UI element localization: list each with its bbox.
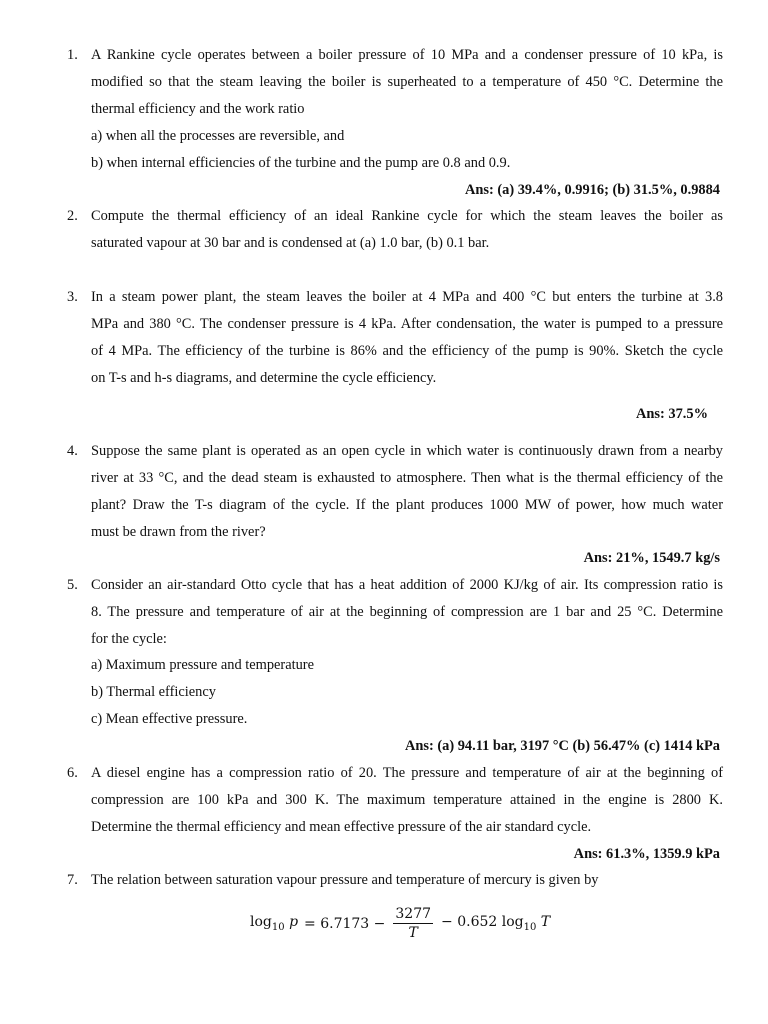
question-line: modified so that the steam leaving the boiler is superheated to a temperature of 450 °C. Determine the	[91, 74, 723, 90]
question-line: river at 33 °C, and the dead steam is exhausted to atmosphere. Then what is the thermal efficiency of the	[91, 470, 723, 486]
question-number: 6.	[67, 765, 78, 781]
answer-line: Ans: (a) 94.11 bar, 3197 °C (b) 56.47% (c) 1414 kPa	[404, 738, 720, 754]
fraction-numerator: 3277	[395, 906, 432, 922]
question-number: 1.	[67, 47, 78, 63]
question-line: c) Mean effective pressure.	[91, 711, 248, 727]
question-line: Determine the thermal efficiency and mean effective pressure of the air standard cycle.	[91, 819, 592, 835]
question-line: thermal efficiency and the work ratio	[91, 101, 305, 117]
question-number: 3.	[67, 289, 78, 305]
question-line: must be drawn from the river?	[91, 524, 266, 540]
question-line: compression are 100 kPa and 300 K. The maximum temperature attained in the engine is 2800 K.	[91, 792, 723, 808]
question-line: In a steam power plant, the steam leaves the boiler at 4 MPa and 400 °C but enters the turbine at 3.8	[91, 289, 723, 305]
question-number: 5.	[67, 577, 78, 593]
question-line: of 4 MPa. The efficiency of the turbine is 86% and the efficiency of the pump is 90%. Sketch the cycle	[91, 343, 723, 359]
equation-lhs: $\log_{10} p$	[250, 914, 299, 933]
question-line: a) Maximum pressure and temperature	[91, 657, 314, 673]
equation-fraction	[393, 906, 433, 941]
question-line: b) Thermal efficiency	[91, 684, 216, 700]
question-line: on T-s and h-s diagrams, and determine the cycle efficiency.	[91, 370, 437, 386]
equation	[250, 906, 550, 941]
question-line: b) when internal efficiencies of the turbine and the pump are 0.8 and 0.9.	[91, 155, 511, 171]
question-line: 8. The pressure and temperature of air at the beginning of compression are 1 bar and 25 °C. Determine	[91, 604, 723, 620]
question-line: MPa and 380 °C. The condenser pressure is 4 kPa. After condensation, the water is pumped to a pressure	[91, 316, 723, 332]
question-number: 4.	[67, 443, 78, 459]
question-line: A Rankine cycle operates between a boiler pressure of 10 MPa and a condenser pressure of 10 kPa, is	[91, 47, 723, 63]
equation-rest: − 0.652 $\log_{10} T$	[441, 914, 551, 933]
answer-line: Ans: 37.5%	[636, 406, 708, 422]
answer-line: Ans: 61.3%, 1359.9 kPa	[573, 846, 720, 862]
question-number: 2.	[67, 208, 78, 224]
question-line: saturated vapour at 30 bar and is condensed at (a) 1.0 bar, (b) 0.1 bar.	[91, 235, 490, 251]
fraction-denominator: T	[408, 925, 418, 941]
question-line: Compute the thermal efficiency of an ideal Rankine cycle for which the steam leaves the boiler as	[91, 208, 723, 224]
answer-line: Ans: 21%, 1549.7 kg/s	[583, 550, 720, 566]
question-line: A diesel engine has a compression ratio of 20. The pressure and temperature of air at the beginning of	[91, 765, 723, 781]
question-line: Consider an air-standard Otto cycle that has a heat addition of 2000 KJ/kg of air. Its compression ratio is	[91, 577, 723, 593]
answer-line: Ans: (a) 39.4%, 0.9916; (b) 31.5%, 0.9884	[464, 182, 720, 198]
question-line: plant? Draw the T-s diagram of the cycle. If the plant produces 1000 MW of power, how much water	[91, 497, 723, 513]
question-number: 7.	[67, 872, 78, 888]
question-line: Suppose the same plant is operated as an open cycle in which water is continuously drawn from a nearby	[91, 443, 723, 459]
question-line: for the cycle:	[91, 631, 167, 647]
equation-equals: = 6.7173 −	[304, 915, 386, 932]
question-line: a) when all the processes are reversible, and	[91, 128, 345, 144]
question-line: The relation between saturation vapour pressure and temperature of mercury is given by	[91, 872, 599, 888]
